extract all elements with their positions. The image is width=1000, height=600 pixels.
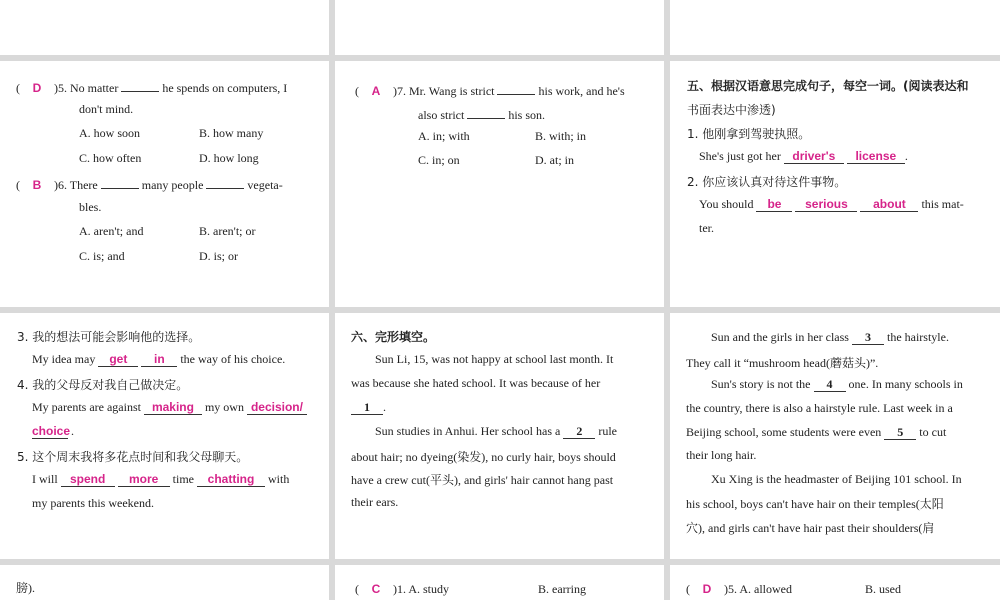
option-6d: D. is; or bbox=[199, 249, 238, 263]
passage-line: Sun studies in Anhui. Her school has a 2 rule bbox=[375, 424, 617, 438]
panel-bottom-left bbox=[0, 565, 329, 600]
answer-blank: driver's bbox=[784, 150, 844, 164]
passage-line: their ears. bbox=[351, 495, 399, 509]
option-6b: B. aren't; or bbox=[199, 224, 256, 238]
answer-blank: more bbox=[118, 473, 170, 487]
panel-section-5 bbox=[670, 61, 1000, 307]
cloze-answer-5: D bbox=[702, 582, 712, 596]
sentence-5-chinese: 5. 这个周末我将多花点时间和我父母聊天。 bbox=[17, 450, 249, 464]
cloze-option-5b: B. used bbox=[865, 582, 901, 596]
passage-line: Xu Xing is the headmaster of Beijing 101 school. In bbox=[711, 472, 962, 486]
answer-blank: chatting bbox=[197, 473, 265, 487]
option-6c: C. is; and bbox=[79, 249, 125, 263]
option-7b: B. with; in bbox=[535, 129, 587, 143]
passage-line: about hair; no dyeing(染发), no curly hair, boys should bbox=[351, 450, 616, 464]
cloze-option-1b: B. earring bbox=[538, 582, 586, 596]
blank bbox=[467, 105, 505, 119]
answer-blank: about bbox=[860, 198, 918, 212]
answer-blank: spend bbox=[61, 473, 115, 487]
answer-blank: making bbox=[144, 401, 202, 415]
option-7c: C. in; on bbox=[418, 153, 460, 167]
option-5d: D. how long bbox=[199, 151, 259, 165]
cloze-blank-4: 4 bbox=[814, 378, 846, 392]
answer-7: A bbox=[371, 84, 381, 98]
option-7a: A. in; with bbox=[418, 129, 470, 143]
section-5-title-line2: 书面表达中渗透) bbox=[687, 103, 776, 117]
sentence-2-english: You should be serious about this mat- bbox=[699, 197, 964, 211]
question-5-line2: don't mind. bbox=[79, 102, 134, 116]
option-5b: B. how many bbox=[199, 126, 264, 140]
answer-5: D bbox=[32, 81, 42, 95]
passage-line: Sun's story is not the 4 one. In many schools in bbox=[711, 377, 963, 391]
passage-line: 1 . bbox=[351, 400, 386, 415]
panel-section-5-continued bbox=[0, 313, 329, 559]
panel-question-7 bbox=[335, 61, 664, 307]
option-5a: A. how soon bbox=[79, 126, 141, 140]
question-6-line2: bles. bbox=[79, 200, 102, 214]
cloze-question-5: ( D )5. A. allowed bbox=[686, 582, 792, 596]
passage-line: They call it “mushroom head(蘑菇头)”. bbox=[686, 356, 879, 370]
blank bbox=[101, 175, 139, 189]
question-7: ( A )7. Mr. Wang is strict his work, and he's bbox=[355, 81, 625, 99]
passage-line: Beijing school, some students were even 5 to cut bbox=[686, 425, 947, 439]
blank bbox=[497, 81, 535, 95]
section-5-title: 五、根据汉语意思完成句子，每空一词。(阅读表达和 bbox=[687, 79, 969, 93]
passage-line: Sun Li, 15, was not happy at school last month. It bbox=[375, 352, 614, 366]
passage-line: the country, there is also a hairstyle rule. Last week in a bbox=[686, 401, 953, 415]
sentence-1-chinese: 1. 他刚拿到驾驶执照。 bbox=[687, 127, 811, 141]
sentence-4-english: My parents are against making my own decision/ bbox=[32, 400, 307, 415]
panel-top-left bbox=[0, 0, 329, 55]
sentence-5-english: I will spend more time chatting with bbox=[32, 472, 290, 486]
question-7-line2: also strict his son. bbox=[418, 105, 545, 123]
passage-line: 膀). bbox=[16, 581, 35, 595]
panel-top-middle bbox=[335, 0, 664, 55]
passage-line: Sun and the girls in her class 3 the hairstyle. bbox=[711, 330, 949, 344]
passage-line: their long hair. bbox=[686, 448, 757, 462]
cloze-answer-1: C bbox=[371, 582, 381, 596]
option-5c: C. how often bbox=[79, 151, 142, 165]
question-5: ( D )5. No matter he spends on computers, I bbox=[16, 78, 287, 96]
panel-section-6 bbox=[335, 313, 664, 559]
sentence-3-chinese: 3. 我的想法可能会影响他的选择。 bbox=[17, 330, 201, 344]
passage-line: 穴), and girls can't have hair past their shoulders(肩 bbox=[686, 521, 935, 535]
panel-bottom-right bbox=[670, 565, 1000, 600]
passage-line: was because she hated school. It was because of her bbox=[351, 376, 601, 390]
answer-6: B bbox=[32, 178, 42, 192]
cloze-blank-5: 5 bbox=[884, 426, 916, 440]
blank bbox=[206, 175, 244, 189]
sentence-2-chinese: 2. 你应该认真对待这件事物。 bbox=[687, 175, 847, 189]
panel-bottom-middle bbox=[335, 565, 664, 600]
cloze-blank-3: 3 bbox=[852, 331, 884, 345]
passage-line: have a crew cut(平头), and girls' hair cannot hang past bbox=[351, 473, 614, 487]
answer-blank: license bbox=[847, 150, 905, 164]
sentence-1-english: She's just got her driver's license . bbox=[699, 149, 908, 163]
panel-questions-5-6 bbox=[0, 61, 329, 307]
panel-passage-continued bbox=[670, 313, 1000, 559]
option-7d: D. at; in bbox=[535, 153, 574, 167]
answer-blank: serious bbox=[795, 198, 857, 212]
answer-blank: in bbox=[141, 353, 177, 367]
cloze-blank-2: 2 bbox=[563, 425, 595, 439]
section-6-title: 六、完形填空。 bbox=[351, 330, 436, 344]
passage-line: his school, boys can't have hair on their temples(太阳 bbox=[686, 497, 944, 511]
cloze-question-1: ( C )1. A. study bbox=[355, 582, 450, 596]
answer-blank: decision/ bbox=[247, 401, 307, 415]
question-6: ( B )6. There many people vegeta- bbox=[16, 175, 283, 193]
answer-blank: choice bbox=[32, 424, 71, 438]
sentence-4-line2: choice . bbox=[32, 424, 74, 438]
blank bbox=[121, 78, 159, 92]
panel-top-right bbox=[670, 0, 1000, 55]
answer-blank: be bbox=[756, 198, 792, 212]
sentence-5-line2: my parents this weekend. bbox=[32, 496, 154, 510]
sentence-2-line2: ter. bbox=[699, 221, 714, 235]
answer-blank: get bbox=[98, 353, 138, 367]
sentence-4-chinese: 4. 我的父母反对我自己做决定。 bbox=[17, 378, 189, 392]
cloze-blank-1: 1 bbox=[351, 401, 383, 415]
sentence-3-english: My idea may get in the way of his choice. bbox=[32, 352, 286, 366]
option-6a: A. aren't; and bbox=[79, 224, 144, 238]
